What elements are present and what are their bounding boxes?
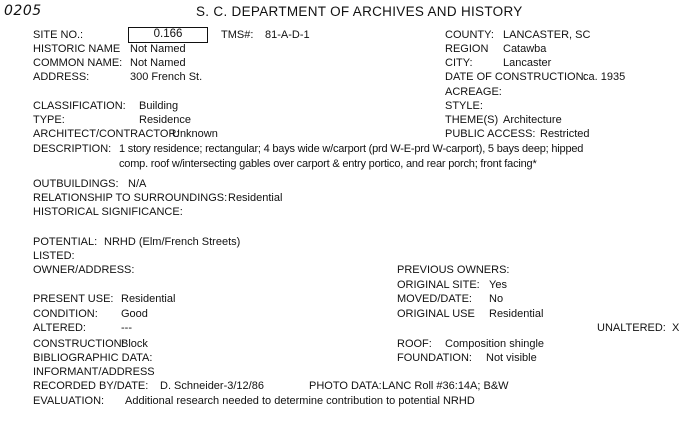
- outbuildings-label: OUTBUILDINGS:: [33, 178, 119, 190]
- present-use-label: PRESENT USE:: [33, 293, 114, 305]
- condition-label: CONDITION:: [33, 308, 98, 320]
- region-label: REGION: [445, 43, 489, 55]
- construction-value: Block: [121, 338, 148, 350]
- public-access-value: Restricted: [540, 128, 590, 140]
- roof-value: Composition shingle: [445, 338, 545, 350]
- photo-data-value: LANC Roll #36:14A; B&W: [382, 380, 509, 392]
- relationship-label: RELATIONSHIP TO SURROUNDINGS:: [33, 192, 228, 204]
- description-line-1: 1 story residence; rectangular; 4 bays wide w/carport (prd W-E-prd W-carport), 5 bays deep; hipped: [119, 143, 584, 155]
- altered-value: ---: [121, 322, 132, 334]
- architect-value: Unknown: [172, 128, 218, 140]
- original-site-label: ORIGINAL SITE:: [397, 279, 480, 291]
- style-label: STYLE:: [445, 100, 483, 112]
- historic-name-label: HISTORIC NAME: [33, 43, 121, 55]
- classification-value: Building: [139, 100, 179, 112]
- listed-label: LISTED:: [33, 250, 75, 262]
- evaluation-value: Additional research needed to determine contribution to potential NRHD: [125, 395, 475, 407]
- roof-label: ROOF:: [397, 338, 432, 350]
- original-site-value: Yes: [489, 279, 507, 291]
- acreage-label: ACREAGE:: [445, 86, 502, 98]
- historical-significance-label: HISTORICAL SIGNIFICANCE:: [33, 206, 183, 218]
- address-label: ADDRESS:: [33, 71, 90, 83]
- page-number: 0205: [4, 3, 42, 19]
- relationship-value: Residential: [228, 192, 283, 204]
- date-of-construction-value: ca. 1935: [583, 71, 626, 83]
- moved-date-label: MOVED/DATE:: [397, 293, 472, 305]
- tms-label: TMS#:: [221, 29, 254, 41]
- evaluation-label: EVALUATION:: [33, 395, 105, 407]
- original-use-label: ORIGINAL USE: [397, 308, 475, 320]
- county-value: LANCASTER, SC: [503, 29, 591, 41]
- moved-date-value: No: [489, 293, 504, 305]
- foundation-label: FOUNDATION:: [397, 352, 472, 364]
- informant-label: INFORMANT/ADDRESS: [33, 366, 155, 378]
- type-value: Residence: [139, 114, 191, 126]
- construction-label: CONSTRUCTION:: [33, 338, 125, 350]
- region-value: Catawba: [503, 43, 547, 55]
- page-title: S. C. DEPARTMENT OF ARCHIVES AND HISTORY: [196, 4, 523, 19]
- architect-label: ARCHITECT/CONTRACTOR:: [33, 128, 180, 140]
- classification-label: CLASSIFICATION:: [33, 100, 126, 112]
- recorded-value: D. Schneider-3/12/86: [160, 380, 264, 392]
- outbuildings-value: N/A: [128, 178, 147, 190]
- altered-label: ALTERED:: [33, 322, 86, 334]
- themes-value: Architecture: [503, 114, 562, 126]
- description-line-2: comp. roof w/intersecting gables over carport & entry portico, and rear porch; front facing*: [119, 158, 537, 170]
- common-name-label: COMMON NAME:: [33, 57, 123, 69]
- bibliographic-label: BIBLIOGRAPHIC DATA:: [33, 352, 153, 364]
- address-value: 300 French St.: [130, 71, 203, 83]
- recorded-label: RECORDED BY/DATE:: [33, 380, 149, 392]
- site-no-label: SITE NO.:: [33, 29, 84, 41]
- description-label: DESCRIPTION:: [33, 143, 112, 155]
- previous-owners-label: PREVIOUS OWNERS:: [397, 264, 510, 276]
- public-access-label: PUBLIC ACCESS:: [445, 128, 536, 140]
- foundation-value: Not visible: [486, 352, 537, 364]
- historic-name-value: Not Named: [130, 43, 186, 55]
- common-name-value: Not Named: [130, 57, 186, 69]
- city-label: CITY:: [445, 57, 473, 69]
- city-value: Lancaster: [503, 57, 552, 69]
- photo-data-label: PHOTO DATA:: [309, 380, 382, 392]
- original-use-value: Residential: [489, 308, 544, 320]
- present-use-value: Residential: [121, 293, 176, 305]
- potential-label: POTENTIAL:: [33, 236, 98, 248]
- type-label: TYPE:: [33, 114, 65, 126]
- county-label: COUNTY:: [445, 29, 494, 41]
- themes-label: THEME(S): [445, 114, 499, 126]
- potential-value: NRHD (Elm/French Streets): [104, 236, 241, 248]
- date-of-construction-label: DATE OF CONSTRUCTION:: [445, 71, 587, 83]
- site-no-value: 0.166: [128, 27, 208, 43]
- condition-value: Good: [121, 308, 148, 320]
- unaltered-value: X: [672, 322, 680, 334]
- owner-address-label: OWNER/ADDRESS:: [33, 264, 135, 276]
- tms-value: 81-A-D-1: [265, 29, 310, 41]
- unaltered-label: UNALTERED:: [597, 322, 666, 334]
